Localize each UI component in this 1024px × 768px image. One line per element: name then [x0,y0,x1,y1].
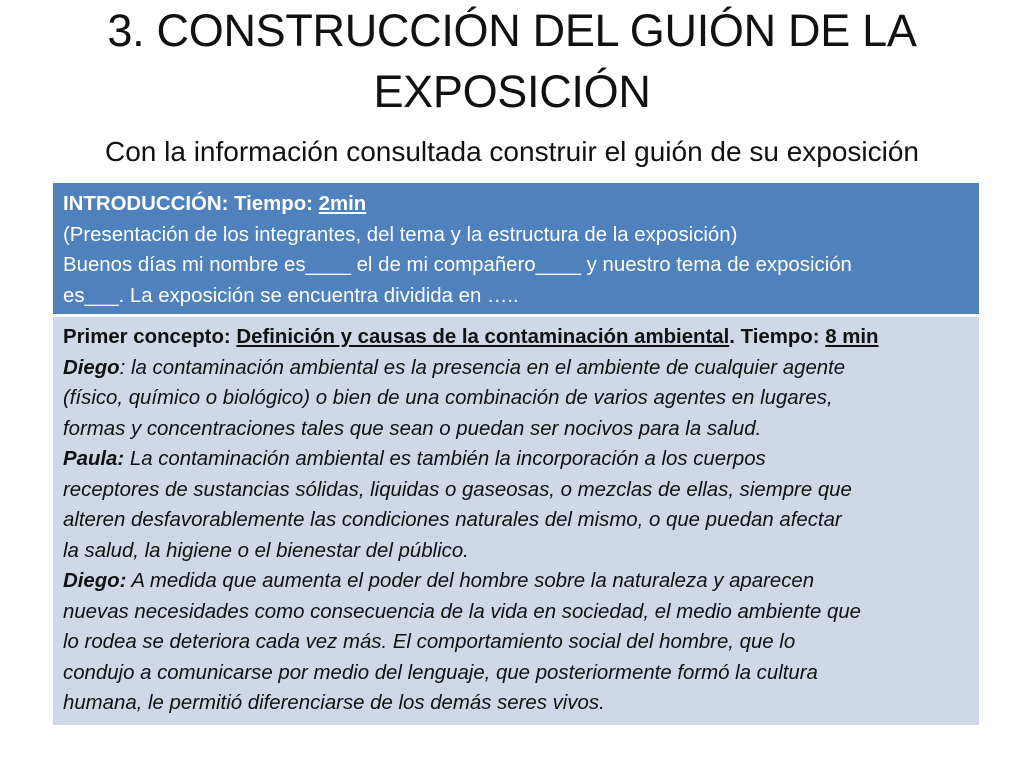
dialogue-line: lo rodea se deteriora cada vez más. El comportamiento social del hombre, que lo [63,631,796,653]
dialogue-line: condujo a comunicarse por medio del lenguaje, que posteriormente formó la cultura [63,661,818,684]
introduction-line-4: es___. La exposición se encuentra dividida en ….. [63,284,519,307]
first-concept-heading [63,322,969,353]
first-concept-cell [53,317,979,725]
introduction-line-3: Buenos días mi nombre es____ el de mi compañero____ y nuestro tema de exposición [63,254,852,276]
speaker-name: Diego [63,356,120,379]
introduction-label: INTRODUCCIÓN: Tiempo: [63,193,319,215]
introduction-line-2: (Presentación de los integrantes, del tema y la estructura de la exposición) [63,223,738,246]
dialogue-line: formas y concentraciones tales que sean o puedan ser nocivos para la salud. [63,417,762,440]
dialogue-line: alteren desfavorablemente las condiciones naturales del mismo, o que puedan afectar [63,509,842,531]
script-table [53,183,979,725]
dialogue-text: La contaminación ambiental es también la incorporación a los cuerpos [124,448,766,470]
dialogue-line: la salud, la higiene o el bienestar del público. [63,539,469,562]
speaker-suffix: : [119,356,126,379]
dialogue-line [63,566,969,597]
first-concept-label: Primer concepto: [63,326,237,348]
dialogue-text: la contaminación ambiental es la presencia en el ambiente de cualquier agente [125,356,846,379]
introduction-cell [53,183,979,314]
dialogue-line: humana, le permitió diferenciarse de los demás seres vivos. [63,692,605,714]
speaker-name: Diego: [63,570,127,592]
dialogue-line [63,353,969,384]
dialogue-line [63,444,969,475]
first-concept-time-label: . Tiempo: [729,326,826,348]
title-line-1: 3. CONSTRUCCIÓN DEL GUIÓN DE LA [107,5,917,56]
first-concept-topic: Definición y causas de la contaminación ambiental [236,326,730,348]
dialogue-line: (físico, químico o biológico) o bien de una combinación de varios agentes en lugares, [63,387,833,409]
introduction-heading [63,189,969,220]
slide-title [40,0,984,122]
dialogue-line: nuevas necesidades como consecuencia de la vida en sociedad, el medio ambiente que [63,600,862,623]
dialogue-line: receptores de sustancias sólidas, liquidas o gaseosas, o mezclas de ellas, siempre que [63,478,852,501]
introduction-time: 2min [318,193,367,215]
dialogue-text: A medida que aumenta el poder del hombre sobre la naturaleza y aparecen [126,570,815,592]
slide-subtitle: Con la información consultada construir el guión de su exposición [104,136,920,167]
title-line-2: EXPOSICIÓN [373,66,651,117]
speaker-name: Paula: [63,448,125,470]
first-concept-time: 8 min [825,326,879,348]
